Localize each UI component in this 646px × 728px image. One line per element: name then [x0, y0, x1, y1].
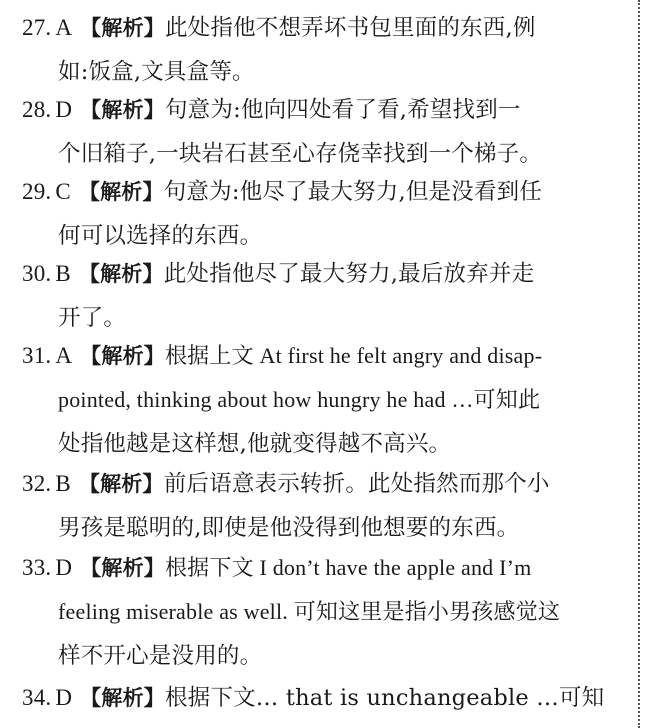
- analysis-text: 根据下文 I don’t have the apple and I’m: [164, 555, 532, 580]
- answer-letter: A: [55, 15, 73, 40]
- analysis-text: 此处指他尽了最大努力,最后放弃并走: [163, 261, 535, 287]
- analysis-tag: 【解析】: [78, 262, 164, 286]
- analysis-tag: 【解析】: [80, 16, 165, 40]
- analysis-text: 开了。: [58, 305, 127, 331]
- answer-letter: D: [55, 555, 73, 580]
- answer-letter: A: [55, 343, 73, 368]
- analysis-text: 根据上文 At first he felt angry and disap-: [164, 343, 543, 368]
- entry-first-line: [22, 546, 531, 590]
- question-number: 31.: [22, 343, 52, 368]
- analysis-text: 样不开心是没用的。: [58, 643, 263, 669]
- analysis-tag: 【解析】: [78, 472, 164, 496]
- analysis-text: 处指他越是这样想,他就变得越不高兴。: [58, 431, 452, 457]
- question-number: 34.: [22, 685, 52, 710]
- question-number: 29.: [22, 179, 52, 204]
- analysis-text: 如:饭盒,文具盒等。: [58, 59, 255, 85]
- answer-letter: D: [55, 97, 73, 122]
- analysis-text: pointed, thinking about how hungry he had …可知此: [58, 387, 541, 412]
- entry-first-line: [22, 88, 521, 132]
- entry-first-line: [22, 6, 536, 50]
- analysis-text: 个旧箱子,一块岩石甚至心存侥幸找到一个梯子。: [58, 141, 543, 167]
- analysis-tag: 【解析】: [80, 344, 165, 368]
- page-edge-dotted-rule: [638, 0, 640, 728]
- question-number: 32.: [22, 471, 52, 496]
- answer-letter: B: [55, 261, 71, 286]
- analysis-tag: 【解析】: [80, 98, 165, 122]
- entry-first-line: [22, 334, 542, 378]
- analysis-text: 句意为:他向四处看了看,希望找到一: [164, 97, 521, 123]
- analysis-text: 此处指他不想弄坏书包里面的东西,例: [164, 15, 536, 41]
- analysis-text: 句意为:他尽了最大努力,但是没看到任: [163, 179, 543, 205]
- question-number: 27.: [22, 15, 52, 40]
- analysis-text: 前后语意表示转折。此处指然而那个小: [163, 471, 550, 497]
- analysis-tag: 【解析】: [78, 180, 164, 204]
- entry-first-line: [22, 252, 534, 296]
- entry-first-line: [22, 462, 550, 506]
- analysis-text: 何可以选择的东西。: [58, 223, 263, 249]
- answer-letter: C: [55, 179, 71, 204]
- question-number: 33.: [22, 555, 52, 580]
- question-number: 28.: [22, 97, 52, 122]
- entry-first-line: [22, 170, 542, 214]
- analysis-text: 根据下文… that is unchangeable …可知: [164, 685, 605, 711]
- analysis-tag: 【解析】: [80, 686, 165, 710]
- answer-letter: D: [55, 685, 73, 710]
- analysis-tag: 【解析】: [80, 556, 165, 580]
- analysis-text: 男孩是聪明的,即使是他没得到他想要的东西。: [58, 515, 520, 541]
- entry-first-line: [22, 676, 604, 720]
- question-number: 30.: [22, 261, 52, 286]
- answer-letter: B: [55, 471, 71, 496]
- analysis-text: feeling miserable as well. 可知这里是指小男孩感觉这: [58, 599, 561, 624]
